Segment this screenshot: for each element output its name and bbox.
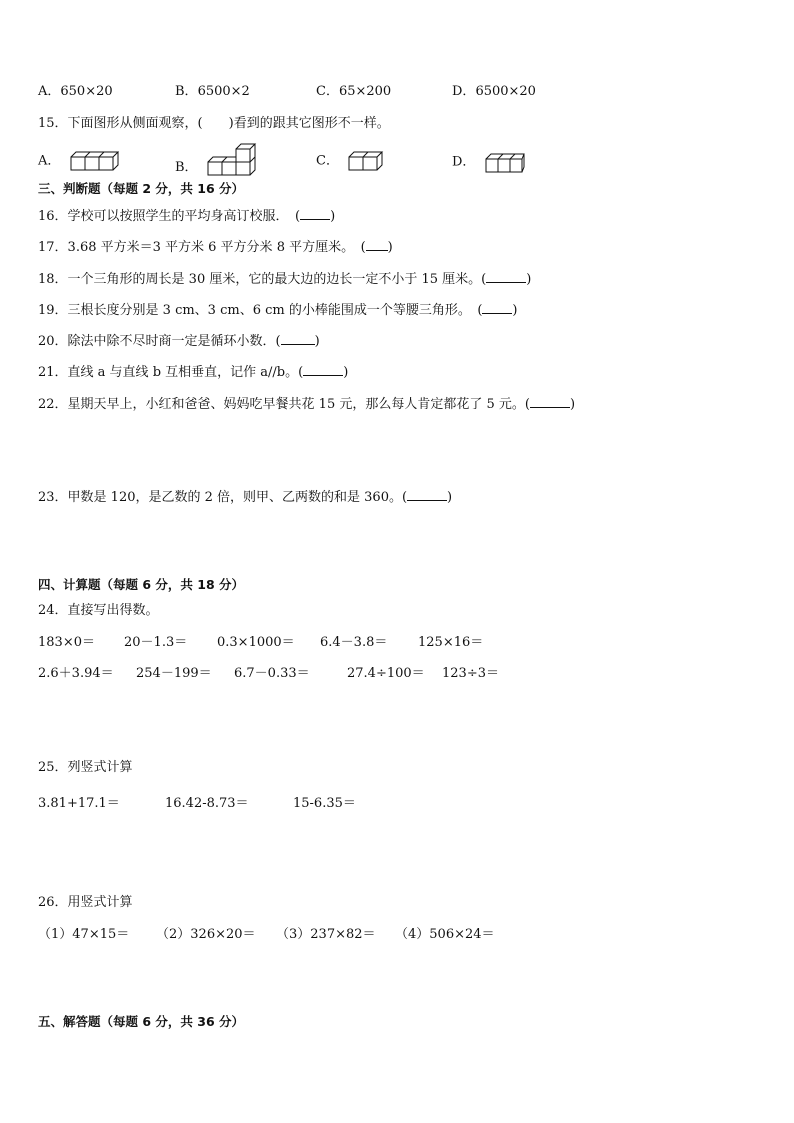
judge-item-22: 22．星期天早上，小红和爸爸、妈妈吃早餐共花 15 元，那么每人肯定都花了 5 元。( ) bbox=[38, 397, 576, 412]
q25-expr: 3.81+17.1＝ bbox=[38, 796, 120, 811]
judge-item-20: 20．除法中除不尽时商一定是循环小数．( ) bbox=[38, 334, 320, 349]
q14-option-d: D．6500×20 bbox=[452, 84, 536, 99]
q24-expr: 254－199＝ bbox=[136, 666, 212, 681]
judge-item-17: 17．3.68 平方米＝3 平方米 6 平方分米 8 平方厘米。 ( ) bbox=[38, 240, 393, 255]
answer-blank[interactable] bbox=[482, 301, 512, 314]
cubes-figure-a-icon bbox=[69, 150, 119, 172]
q24-expr: 183×0＝ bbox=[38, 635, 95, 650]
section-3-heading: 三、判断题（每题 2 分，共 16 分） bbox=[38, 181, 245, 196]
judge-item-16: 16．学校可以按照学生的平均身高订校服． ( ) bbox=[38, 209, 336, 224]
answer-blank[interactable] bbox=[281, 332, 315, 345]
q24-expr: 125×16＝ bbox=[418, 635, 484, 650]
q24-expr: 0.3×1000＝ bbox=[217, 635, 295, 650]
cubes-figure-d-icon bbox=[484, 150, 526, 174]
q14-option-b: B．6500×2 bbox=[175, 84, 250, 99]
judge-item-21: 21．直线 a 与直线 b 互相垂直，记作 a//b。( ) bbox=[38, 365, 349, 380]
q26-title: 26．用竖式计算 bbox=[38, 895, 133, 910]
answer-blank[interactable] bbox=[486, 270, 526, 283]
q15-stem: 15．下面图形从侧面观察，( )看到的跟其它图形不一样。 bbox=[38, 116, 390, 131]
q26-expr: （3）237×82＝ bbox=[276, 927, 376, 942]
answer-blank[interactable] bbox=[303, 363, 343, 376]
cubes-figure-b-icon bbox=[206, 143, 258, 177]
answer-blank[interactable] bbox=[407, 488, 447, 501]
q15-option-d: D． bbox=[452, 150, 526, 174]
q24-expr: 20－1.3＝ bbox=[124, 635, 188, 650]
q15-option-a: A． bbox=[38, 150, 119, 172]
q14-option-c: C．65×200 bbox=[316, 84, 392, 99]
q24-expr: 6.7－0.33＝ bbox=[234, 666, 310, 681]
q14-option-a: A．650×20 bbox=[38, 84, 113, 99]
judge-item-23: 23．甲数是 120，是乙数的 2 倍，则甲、乙两数的和是 360。( ) bbox=[38, 490, 453, 505]
q24-expr: 27.4÷100＝ bbox=[347, 666, 425, 681]
answer-blank[interactable] bbox=[300, 207, 330, 220]
cubes-figure-c-icon bbox=[347, 150, 387, 172]
q15-option-c: C． bbox=[316, 150, 387, 172]
section-5-heading: 五、解答题（每题 6 分，共 36 分） bbox=[38, 1014, 245, 1029]
q26-expr: （2）326×20＝ bbox=[156, 927, 256, 942]
q24-title: 24．直接写出得数。 bbox=[38, 603, 159, 618]
judge-item-19: 19．三根长度分别是 3 cm、3 cm、6 cm 的小棒能围成一个等腰三角形。 ( ) bbox=[38, 303, 518, 318]
q24-expr: 2.6＋3.94＝ bbox=[38, 666, 114, 681]
q26-expr: （4）506×24＝ bbox=[395, 927, 495, 942]
q25-title: 25．列竖式计算 bbox=[38, 760, 133, 775]
q15-option-b: B． bbox=[175, 143, 258, 177]
q24-expr: 6.4－3.8＝ bbox=[320, 635, 388, 650]
answer-blank[interactable] bbox=[366, 238, 388, 251]
judge-item-18: 18．一个三角形的周长是 30 厘米，它的最大边的边长一定不小于 15 厘米。( ) bbox=[38, 272, 532, 287]
q25-expr: 16.42-8.73＝ bbox=[165, 796, 249, 811]
section-4-heading: 四、计算题（每题 6 分，共 18 分） bbox=[38, 577, 245, 592]
q24-expr: 123÷3＝ bbox=[442, 666, 499, 681]
q26-expr: （1）47×15＝ bbox=[38, 927, 130, 942]
q25-expr: 15-6.35＝ bbox=[293, 796, 356, 811]
answer-blank[interactable] bbox=[530, 395, 570, 408]
